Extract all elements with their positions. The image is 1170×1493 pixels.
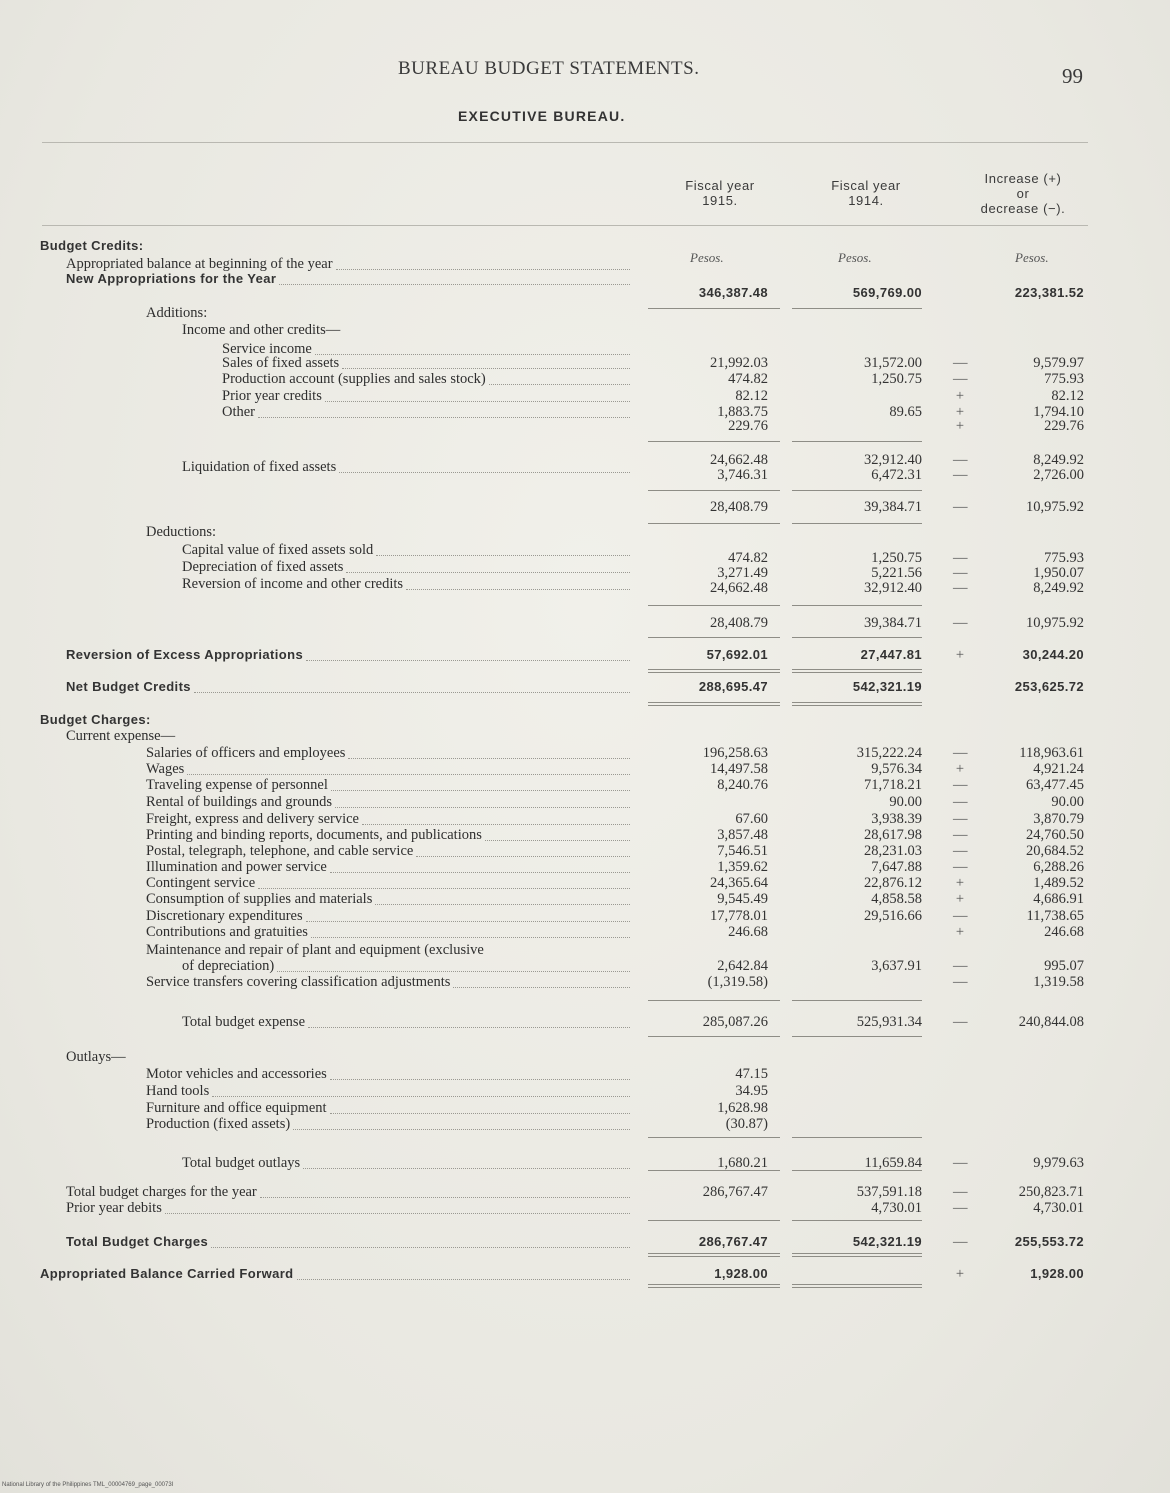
value-change: 30,244.20	[1022, 647, 1084, 662]
total-rule	[648, 308, 780, 309]
table-row	[0, 1200, 1170, 1216]
table-row	[0, 1266, 1170, 1282]
table-row	[0, 1155, 1170, 1171]
dot-leader	[375, 891, 630, 905]
value-fy1914: 22,876.12	[864, 875, 922, 891]
value-change: 6,288.26	[1033, 859, 1084, 875]
row-label: Prior year credits	[222, 388, 322, 404]
table-row	[0, 355, 1170, 371]
change-sign: —	[953, 1155, 968, 1171]
change-sign: —	[953, 794, 968, 810]
dot-leader	[258, 404, 630, 418]
row-label: Service transfers covering classification adjustments	[146, 974, 451, 990]
table-row	[0, 305, 1170, 321]
value-fy1915: 47.15	[735, 1066, 768, 1082]
value-change: 253,625.72	[1014, 679, 1084, 694]
value-change: 1,489.52	[1033, 875, 1084, 891]
value-fy1915: 1,628.98	[717, 1100, 768, 1116]
value-fy1914: 5,221.56	[871, 565, 922, 581]
value-fy1915: 286,767.47	[698, 1234, 768, 1249]
unit-fy1915: Pesos.	[690, 250, 724, 265]
row-label: Depreciation of fixed assets	[182, 559, 344, 575]
value-fy1915: 24,662.48	[710, 452, 768, 468]
dot-leader	[453, 974, 630, 988]
value-fy1914: 90.00	[889, 794, 922, 810]
table-row	[0, 958, 1170, 974]
value-fy1915: 229.76	[728, 418, 768, 434]
value-fy1915: 9,545.49	[717, 891, 768, 907]
value-change: 90.00	[1051, 794, 1084, 810]
value-fy1914: 315,222.24	[856, 745, 922, 761]
value-fy1915: (30.87)	[725, 1116, 768, 1132]
value-change: 24,760.50	[1026, 827, 1084, 843]
row-label: Illumination and power service	[146, 859, 327, 875]
table-row	[0, 285, 1170, 301]
table-row	[0, 580, 1170, 596]
value-change: 8,249.92	[1033, 580, 1084, 596]
row-label: Capital value of fixed assets sold	[182, 542, 374, 558]
dot-leader	[308, 1014, 630, 1028]
row-label: Consumption of supplies and materials	[146, 891, 373, 907]
dot-leader	[306, 908, 630, 922]
row-label: Postal, telegraph, telephone, and cable service	[146, 843, 414, 859]
value-change: 118,963.61	[1019, 745, 1084, 761]
dot-leader	[315, 341, 630, 355]
table-row	[0, 843, 1170, 859]
value-fy1915: 57,692.01	[706, 647, 768, 662]
value-change: 246.68	[1044, 924, 1084, 940]
table-row	[0, 1066, 1170, 1082]
total-rule	[792, 1000, 922, 1001]
value-fy1915: 3,746.31	[717, 467, 768, 483]
total-rule	[792, 1036, 922, 1037]
value-fy1914: 71,718.21	[864, 777, 922, 793]
value-fy1914: 27,447.81	[860, 647, 922, 662]
total-rule	[648, 1036, 780, 1037]
dot-leader	[336, 256, 630, 270]
table-row	[0, 1014, 1170, 1030]
value-fy1914: 537,591.18	[856, 1184, 922, 1200]
total-rule	[792, 308, 922, 309]
dot-leader	[212, 1083, 630, 1097]
table-row	[0, 524, 1170, 540]
dot-leader	[311, 924, 630, 938]
value-change: 775.93	[1044, 550, 1084, 566]
change-sign: —	[953, 550, 968, 566]
row-label: Contingent service	[146, 875, 256, 891]
row-label: Liquidation of fixed assets	[182, 459, 337, 475]
table-row	[0, 728, 1170, 744]
dot-leader	[165, 1200, 630, 1214]
row-label: Freight, express and delivery service	[146, 811, 359, 827]
value-change: 1,928.00	[1030, 1266, 1084, 1281]
change-sign: —	[953, 355, 968, 371]
value-fy1914: 39,384.71	[864, 499, 922, 515]
row-label: Budget Credits:	[40, 238, 144, 253]
change-sign: —	[953, 1200, 968, 1216]
double-rule	[648, 669, 780, 673]
table-row	[0, 1083, 1170, 1099]
row-label: Deductions:	[146, 524, 217, 540]
value-change: 4,686.91	[1033, 891, 1084, 907]
value-fy1914: 3,637.91	[871, 958, 922, 974]
dot-leader	[330, 1100, 630, 1114]
value-fy1915: 1,928.00	[714, 1266, 768, 1281]
value-fy1915: 474.82	[728, 550, 768, 566]
dot-leader	[303, 1155, 630, 1169]
change-sign: —	[953, 843, 968, 859]
dot-leader	[293, 1116, 630, 1130]
scan-credit: National Library of the Philippines TML_00004769_page_00073I	[2, 1482, 174, 1488]
page-number: 99	[1062, 64, 1083, 88]
value-change: 995.07	[1044, 958, 1084, 974]
dot-leader	[330, 1066, 630, 1080]
row-label: New Appropriations for the Year	[66, 271, 277, 286]
table-row	[0, 891, 1170, 907]
row-label: Printing and binding reports, documents, and publications	[146, 827, 482, 843]
change-sign: —	[953, 1014, 968, 1030]
change-sign: —	[953, 859, 968, 875]
dot-leader	[187, 761, 630, 775]
double-rule	[792, 1253, 922, 1257]
value-change: 229.76	[1044, 418, 1084, 434]
column-header-change: Increase (+) or decrease (−).	[980, 171, 1066, 216]
change-sign: +	[955, 875, 965, 891]
change-sign: +	[955, 891, 965, 907]
total-rule	[648, 1137, 780, 1138]
value-fy1914: 11,659.84	[864, 1155, 922, 1171]
row-label: Discretionary expenditures	[146, 908, 303, 924]
table-row	[0, 761, 1170, 777]
value-fy1915: 17,778.01	[710, 908, 768, 924]
value-fy1914: 1,250.75	[871, 371, 922, 387]
value-fy1915: 14,497.58	[710, 761, 768, 777]
double-rule	[648, 1253, 780, 1257]
dot-leader	[362, 811, 630, 825]
table-row	[0, 1049, 1170, 1065]
table-row	[0, 256, 1170, 272]
double-rule	[792, 1284, 922, 1288]
value-fy1915: 285,087.26	[702, 1014, 768, 1030]
unit-fy1914: Pesos.	[838, 250, 872, 265]
value-fy1915: 286,767.47	[702, 1184, 768, 1200]
unit-change: Pesos.	[1015, 250, 1049, 265]
table-row	[0, 942, 1170, 958]
table-row	[0, 1116, 1170, 1132]
change-sign: +	[955, 924, 965, 940]
row-label: Other	[222, 404, 256, 420]
row-label: Additions:	[146, 305, 208, 321]
dot-leader	[485, 827, 630, 841]
total-rule	[792, 441, 922, 442]
table-row	[0, 238, 1170, 254]
value-fy1915: 1,359.62	[717, 859, 768, 875]
change-sign: +	[955, 761, 965, 777]
value-change: 11,738.65	[1026, 908, 1084, 924]
change-sign: +	[955, 1266, 965, 1282]
value-change: 3,870.79	[1033, 811, 1084, 827]
total-rule	[648, 441, 780, 442]
row-label: Hand tools	[146, 1083, 210, 1099]
value-fy1914: 32,912.40	[864, 580, 922, 596]
dot-leader	[331, 777, 630, 791]
row-label: Total budget outlays	[182, 1155, 301, 1171]
value-fy1915: 474.82	[728, 371, 768, 387]
change-sign: —	[953, 467, 968, 483]
table-row	[0, 499, 1170, 515]
value-change: 20,684.52	[1026, 843, 1084, 859]
row-label: Income and other credits—	[182, 322, 341, 338]
value-fy1915: 346,387.48	[698, 285, 768, 300]
value-fy1915: 21,992.03	[710, 355, 768, 371]
row-label: Maintenance and repair of plant and equipment (exclusive	[146, 942, 484, 958]
column-header-fy1914: Fiscal year 1914.	[831, 178, 901, 208]
total-rule	[648, 1000, 780, 1001]
dot-leader	[325, 388, 630, 402]
table-row	[0, 371, 1170, 387]
table-row	[0, 647, 1170, 663]
dot-leader	[306, 647, 630, 661]
value-change: 10,975.92	[1026, 499, 1084, 515]
table-row	[0, 1100, 1170, 1116]
value-change: 4,730.01	[1033, 1200, 1084, 1216]
total-rule	[792, 1220, 922, 1221]
value-fy1914: 525,931.34	[856, 1014, 922, 1030]
total-rule	[792, 1137, 922, 1138]
total-rule	[648, 523, 780, 524]
row-label: Total budget expense	[182, 1014, 306, 1030]
row-label: Wages	[146, 761, 185, 777]
table-row	[0, 859, 1170, 875]
dot-leader	[258, 875, 630, 889]
value-fy1914: 1,250.75	[871, 550, 922, 566]
table-row	[0, 322, 1170, 338]
value-change: 9,579.97	[1033, 355, 1084, 371]
value-fy1915: 8,240.76	[717, 777, 768, 793]
change-sign: +	[955, 404, 965, 420]
value-fy1915: 3,271.49	[717, 565, 768, 581]
value-fy1915: (1,319.58)	[707, 974, 768, 990]
total-rule	[792, 637, 922, 638]
table-row	[0, 875, 1170, 891]
value-fy1914: 3,938.39	[871, 811, 922, 827]
value-fy1914: 89.65	[889, 404, 922, 420]
table-row	[0, 388, 1170, 404]
row-label: Contributions and gratuities	[146, 924, 308, 940]
value-fy1915: 246.68	[728, 924, 768, 940]
value-fy1915: 24,662.48	[710, 580, 768, 596]
change-sign: —	[953, 1184, 968, 1200]
value-change: 223,381.52	[1014, 285, 1084, 300]
double-rule	[648, 702, 780, 706]
value-fy1915: 28,408.79	[710, 615, 768, 631]
value-fy1915: 3,857.48	[717, 827, 768, 843]
change-sign: —	[953, 974, 968, 990]
change-sign: —	[953, 777, 968, 793]
value-fy1914: 4,858.58	[871, 891, 922, 907]
change-sign: —	[953, 811, 968, 827]
value-change: 10,975.92	[1026, 615, 1084, 631]
value-fy1915: 67.60	[735, 811, 768, 827]
table-row	[0, 745, 1170, 761]
change-sign: —	[953, 745, 968, 761]
row-label: Furniture and office equipment	[146, 1100, 327, 1116]
row-label: Net Budget Credits	[66, 679, 191, 694]
column-header-fy1915: Fiscal year 1915.	[685, 178, 755, 208]
row-label: Sales of fixed assets	[222, 355, 340, 371]
row-label: Outlays—	[66, 1049, 126, 1065]
dot-leader	[335, 794, 630, 808]
dot-leader	[279, 271, 630, 285]
table-row	[0, 712, 1170, 728]
row-label: Appropriated Balance Carried Forward	[40, 1266, 294, 1281]
value-fy1915: 1,883.75	[717, 404, 768, 420]
double-rule	[648, 1284, 780, 1288]
change-sign: —	[953, 615, 968, 631]
total-rule	[792, 490, 922, 491]
value-fy1914: 569,769.00	[852, 285, 922, 300]
row-label: Budget Charges:	[40, 712, 151, 727]
value-change: 4,921.24	[1033, 761, 1084, 777]
value-change: 250,823.71	[1018, 1184, 1084, 1200]
change-sign: +	[955, 418, 965, 434]
row-label: Motor vehicles and accessories	[146, 1066, 327, 1082]
row-label: Service income	[222, 341, 312, 357]
row-label: Traveling expense of personnel	[146, 777, 328, 793]
value-fy1914: 39,384.71	[864, 615, 922, 631]
total-rule	[792, 1170, 922, 1171]
row-label: Current expense—	[66, 728, 176, 744]
value-change: 1,794.10	[1033, 404, 1084, 420]
table-row	[0, 418, 1170, 434]
table-row	[0, 924, 1170, 940]
change-sign: —	[953, 499, 968, 515]
dot-leader	[260, 1184, 630, 1198]
row-label: Total budget charges for the year	[66, 1184, 257, 1200]
value-fy1915: 7,546.51	[717, 843, 768, 859]
dot-leader	[211, 1234, 630, 1248]
table-row	[0, 679, 1170, 695]
header-top-rule	[42, 142, 1088, 143]
table-row	[0, 811, 1170, 827]
dot-leader	[416, 843, 630, 857]
header-bottom-rule	[42, 225, 1088, 226]
value-fy1914: 29,516.66	[864, 908, 922, 924]
value-change: 240,844.08	[1018, 1014, 1084, 1030]
change-sign: —	[953, 452, 968, 468]
bureau-title: EXECUTIVE BUREAU.	[458, 108, 626, 124]
value-fy1915: 28,408.79	[710, 499, 768, 515]
row-label: Prior year debits	[66, 1200, 162, 1216]
value-fy1914: 28,231.03	[864, 843, 922, 859]
value-fy1915: 288,695.47	[698, 679, 768, 694]
change-sign: —	[953, 827, 968, 843]
row-label: Reversion of income and other credits	[182, 576, 404, 592]
row-label: Total Budget Charges	[66, 1234, 209, 1249]
dot-leader	[297, 1266, 630, 1280]
table-row	[0, 1234, 1170, 1250]
value-change: 63,477.45	[1026, 777, 1084, 793]
change-sign: +	[955, 647, 965, 663]
change-sign: +	[955, 388, 965, 404]
total-rule	[648, 1220, 780, 1221]
total-rule	[792, 523, 922, 524]
change-sign: —	[953, 908, 968, 924]
total-rule	[648, 490, 780, 491]
change-sign: —	[953, 371, 968, 387]
value-fy1914: 7,647.88	[871, 859, 922, 875]
change-sign: —	[953, 1234, 968, 1250]
row-label: Rental of buildings and grounds	[146, 794, 333, 810]
table-row	[0, 794, 1170, 810]
row-label: Salaries of officers and employees	[146, 745, 346, 761]
table-row	[0, 1184, 1170, 1200]
double-rule	[792, 669, 922, 673]
table-row	[0, 908, 1170, 924]
dot-leader	[489, 371, 630, 385]
value-fy1914: 31,572.00	[864, 355, 922, 371]
double-rule	[792, 702, 922, 706]
value-fy1914: 9,576.34	[871, 761, 922, 777]
table-row	[0, 974, 1170, 990]
dot-leader	[330, 859, 630, 873]
value-change: 1,319.58	[1033, 974, 1084, 990]
total-rule	[648, 605, 780, 606]
dot-leader	[342, 355, 630, 369]
row-label: Production account (supplies and sales stock)	[222, 371, 486, 387]
row-label: of depreciation)	[182, 958, 275, 974]
value-fy1914: 32,912.40	[864, 452, 922, 468]
table-row	[0, 827, 1170, 843]
value-fy1914: 542,321.19	[852, 679, 922, 694]
row-label: Reversion of Excess Appropriations	[66, 647, 304, 662]
value-fy1915: 34.95	[735, 1083, 768, 1099]
value-fy1914: 542,321.19	[852, 1234, 922, 1249]
value-change: 8,249.92	[1033, 452, 1084, 468]
total-rule	[648, 1170, 780, 1171]
value-change: 775.93	[1044, 371, 1084, 387]
row-label: Appropriated balance at beginning of the year	[66, 256, 333, 272]
value-fy1915: 82.12	[735, 388, 768, 404]
value-change: 2,726.00	[1033, 467, 1084, 483]
value-fy1915: 1,680.21	[717, 1155, 768, 1171]
value-change: 255,553.72	[1014, 1234, 1084, 1249]
dot-leader	[194, 679, 630, 693]
change-sign: —	[953, 958, 968, 974]
table-row	[0, 615, 1170, 631]
value-fy1915: 24,365.64	[710, 875, 768, 891]
table-row	[0, 467, 1170, 483]
running-title: BUREAU BUDGET STATEMENTS.	[398, 58, 700, 79]
value-fy1915: 2,642.84	[717, 958, 768, 974]
total-rule	[792, 605, 922, 606]
value-fy1914: 28,617.98	[864, 827, 922, 843]
value-fy1914: 4,730.01	[871, 1200, 922, 1216]
change-sign: —	[953, 580, 968, 596]
table-row	[0, 777, 1170, 793]
value-fy1915: 196,258.63	[702, 745, 768, 761]
value-change: 82.12	[1051, 388, 1084, 404]
value-change: 1,950.07	[1033, 565, 1084, 581]
dot-leader	[277, 958, 630, 972]
value-fy1914: 6,472.31	[871, 467, 922, 483]
total-rule	[648, 637, 780, 638]
change-sign: —	[953, 565, 968, 581]
row-label: Production (fixed assets)	[146, 1116, 291, 1132]
dot-leader	[348, 745, 630, 759]
value-change: 9,979.63	[1033, 1155, 1084, 1171]
